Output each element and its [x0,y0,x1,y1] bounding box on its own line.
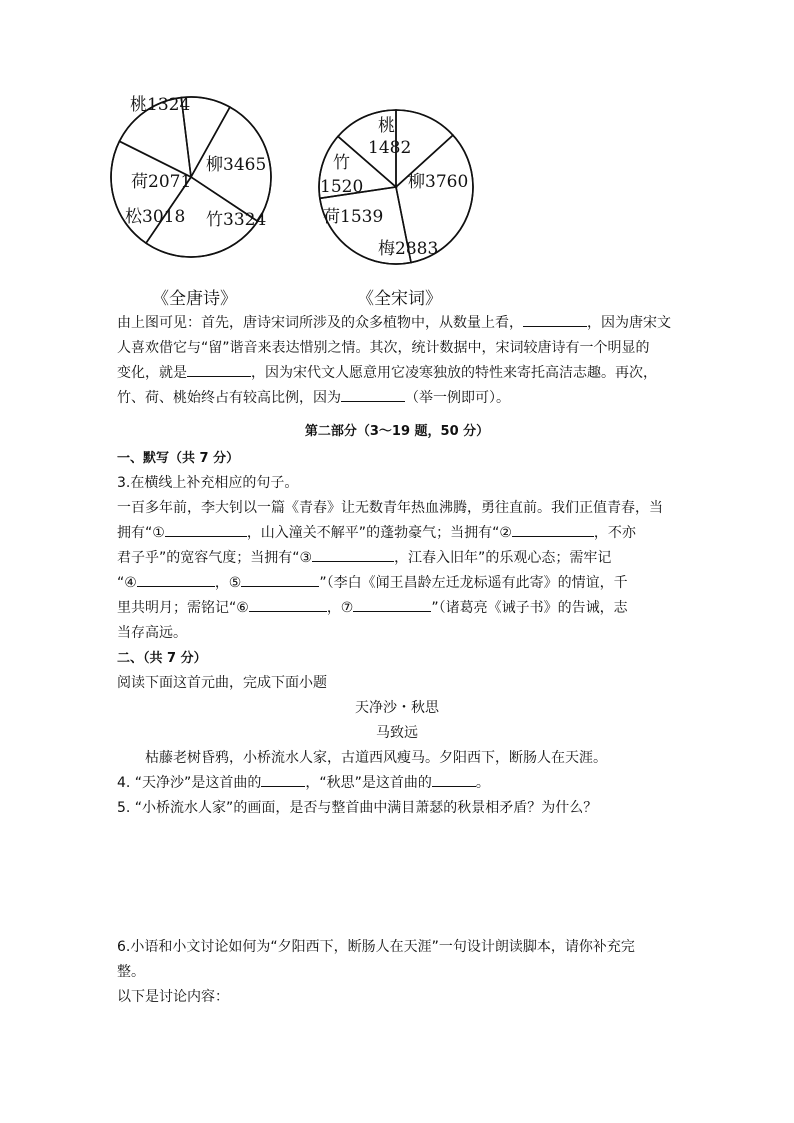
slice-label-竹: 竹 1520 [320,153,364,197]
question-6-line-1: 6.小语和小文讨论如何为“夕阳西下，断肠人在天涯”一句设计朗读脚本，请你补充完 [117,939,635,955]
pie-charts [100,88,520,308]
pie-chart-0 [111,95,271,257]
dictation-line-3: 君子乎”的宽容气度；当拥有“③ ，江春入旧年”的乐观心态；需牢记 [117,546,677,571]
slice-label-松: 松3018 [125,207,186,227]
slice-label-荷: 荷2071 [131,172,192,192]
dictation-blank-1[interactable] [165,521,247,537]
dictation-blank-7[interactable] [353,596,431,612]
poem-title: 天净沙・秋思 [355,700,439,716]
part2-heading: 第二部分（3～19 题，50 分） [304,424,490,439]
analysis-line-4: 竹、荷、桃始终占有较高比例，因为 （举一例即可）。 [117,386,677,411]
chart-caption-song: 《全宋词》 [357,289,442,309]
dictation-line-5: 里共明月；需铭记“⑥ ，⑦ ”（诸葛亮《诫子书》的告诫，志 [117,596,677,621]
poem-author: 马致远 [376,725,418,741]
question-4: 4. “天净沙”是这首曲的 ，“秋思”是这首曲的 。 [117,771,677,796]
question-5: 5. “小桥流水人家”的画面，是否与整首曲中满目萧瑟的秋景相矛盾？为什么？ [117,800,598,816]
chart-caption-tang: 《全唐诗》 [152,289,237,309]
question-6-line-3: 以下是讨论内容： [117,989,229,1005]
analysis-paragraph [117,311,677,411]
dictation-line-4: “④ ，⑤ ”（李白《闻王昌龄左迁龙标遥有此寄》的情谊，千 [117,571,677,596]
slice-label-竹: 竹3324 [206,210,267,230]
section1 [117,446,677,821]
dictation-blank-3[interactable] [312,546,394,562]
q4-blank-1[interactable] [261,771,305,787]
dictation-line-1: 一百多年前，李大钊以一篇《青春》让无数青年热血沸腾，勇往直前。我们正值青春，当 [117,500,663,516]
dictation-blank-5[interactable] [241,571,319,587]
question-3: 3.在横线上补充相应的句子。 [117,475,299,491]
slice-label-桃: 桃 1482 [368,116,412,158]
slice-label-桃: 桃1324 [130,95,191,115]
q4-blank-2[interactable] [432,771,476,787]
slice-label-荷: 荷1539 [323,207,384,227]
analysis-line-2: 人喜欢借它与“留”谐音来表达惜别之情。其次，统计数据中，宋词较唐诗有一个明显的 [117,340,650,356]
section1-heading: 一、默写（共 7 分） [117,451,240,466]
pie-charts-svg [100,88,520,288]
section2-heading: 二、（共 7 分） [117,651,207,666]
poem-body: 枯藤老树昏鸦，小桥流水人家，古道西风瘦马。夕阳西下，断肠人在天涯。 [145,750,607,766]
section2-intro: 阅读下面这首元曲，完成下面小题 [117,675,327,691]
slice-label-梅: 梅2883 [378,239,439,259]
answer-blank[interactable] [523,311,587,327]
answer-blank[interactable] [187,361,251,377]
slice-label-柳: 柳3465 [206,155,267,175]
dictation-line-2: 拥有“① ，山入潼关不解平”的蓬勃豪气；当拥有“② ，不亦 [117,521,677,546]
dictation-line-6: 当存高远。 [117,625,187,641]
dictation-blank-4[interactable] [137,571,215,587]
slice-label-柳: 柳3760 [408,172,469,192]
pie-chart-1 [319,110,473,264]
dictation-blank-2[interactable] [512,521,594,537]
analysis-line-3: 变化，就是 ，因为宋代文人愿意用它凌寒独放的特性来寄托高洁志趣。再次， [117,361,677,386]
question-6-line-2: 整。 [117,964,145,980]
answer-blank[interactable] [341,386,405,402]
question-6 [117,935,677,1010]
dictation-blank-6[interactable] [249,596,327,612]
analysis-line-1: 由上图可见：首先，唐诗宋词所涉及的众多植物中，从数量上看， ，因为唐宋文 [117,311,677,336]
